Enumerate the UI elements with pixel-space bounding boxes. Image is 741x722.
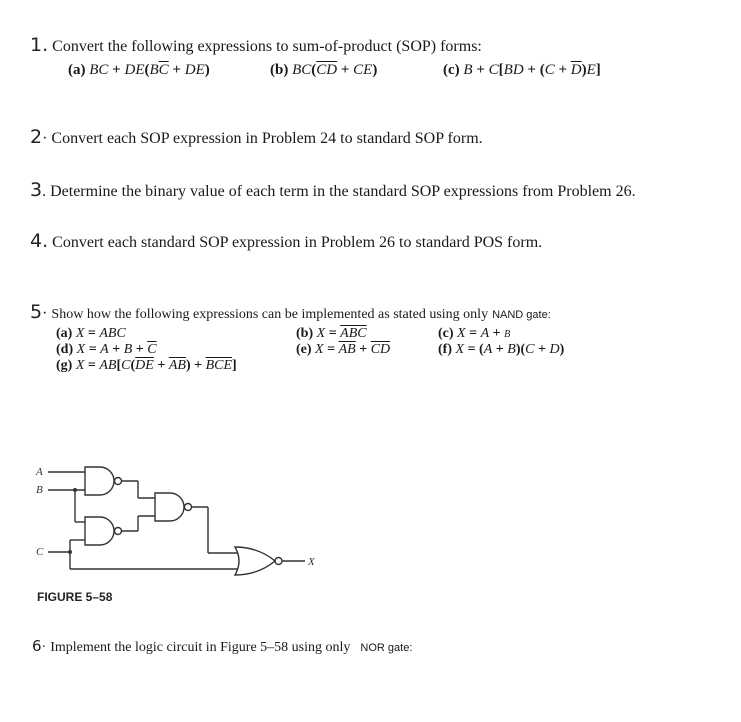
problem-1b: (b) $BC(\overline{CD} + CE)$ — [270, 62, 378, 78]
problem-text: Convert the following expressions to sum-of-product (SOP) forms: — [52, 38, 482, 55]
problem-text: Convert each SOP expression in Problem 24 to standard SOP form. — [51, 130, 483, 147]
problem-5b: (b) $X = \overline{ABC}$ — [296, 326, 367, 341]
problem-1 — [30, 34, 482, 56]
problem-3: 3. Determine the binary value of each term in the standard SOP expressions from Problem 26. — [30, 179, 636, 201]
part-label: (b) — [296, 326, 314, 341]
problem-text: Determine the binary value of each term in the standard SOP expressions from Problem 26. — [50, 183, 636, 200]
problem-5a: (a) X = ABC — [56, 326, 126, 341]
problem-text: Implement the logic circuit in Figure 5–58 using only — [50, 640, 351, 655]
problem-text: Show how the following expressions can be implemented as stated using only — [51, 307, 489, 322]
nor-gate — [235, 547, 275, 575]
input-label-b: B — [36, 484, 43, 496]
problem-number: 1. — [30, 34, 49, 56]
problem-5d: (d) $X = A + B + \overline{C}$ — [56, 342, 157, 357]
nand-gate-1 — [85, 467, 114, 495]
problem-number: 2 — [30, 126, 43, 148]
part-label: (c) — [443, 62, 460, 78]
problem-number: 6 — [32, 637, 42, 655]
part-label: (f) — [438, 342, 452, 357]
part-label: (b) — [270, 62, 289, 78]
part-label: (c) — [438, 326, 454, 341]
problem-number: 4. — [30, 230, 49, 252]
gate-type: NOR gate: — [360, 642, 413, 654]
problem-5g: (g) $X = AB[C(\overline{DE} + \overline{AB}) + \overline{BCE}]$ — [56, 358, 237, 373]
input-label-a: A — [36, 466, 43, 478]
input-label-c: C — [36, 546, 44, 558]
logic-circuit-figure — [30, 455, 330, 585]
part-label: (e) — [296, 342, 312, 357]
problem-5c: (c) X = A + B — [438, 326, 511, 341]
nand-gate-3 — [155, 493, 184, 521]
inversion-bubble — [115, 478, 122, 485]
problem-6: 6· Implement the logic circuit in Figure 5–58 using only NOR gate: — [32, 637, 413, 655]
part-label: (a) — [56, 326, 73, 341]
problem-number: 5 — [30, 301, 43, 323]
figure-caption: FIGURE 5–58 — [37, 590, 113, 604]
part-label: (a) — [68, 62, 86, 78]
output-label-x: X — [308, 556, 315, 568]
nand-gate-2 — [85, 517, 114, 545]
inversion-bubble — [185, 504, 192, 511]
problem-2: 2· Convert each SOP expression in Problem 24 to standard SOP form. — [30, 126, 483, 148]
part-label: (g) — [56, 358, 73, 373]
problem-text: Convert each standard SOP expression in Problem 26 to standard POS form. — [52, 234, 543, 251]
problem-5f: (f) X = (A + B)(C + D) — [438, 342, 565, 357]
inversion-bubble — [115, 528, 122, 535]
problem-4 — [30, 230, 542, 252]
gate-type: NAND gate: — [492, 309, 551, 321]
problem-1c: (c) $B + C[BD + (C + \overline{D})E]$ — [443, 62, 601, 78]
problem-5: 5· Show how the following expressions can be implemented as stated using only NAND gate: — [30, 301, 551, 323]
part-label: (d) — [56, 342, 74, 357]
problem-5e: (e) $X = \overline{AB} + \overline{CD}$ — [296, 342, 391, 357]
problem-number: 3 — [30, 179, 43, 201]
problem-1a: (a) BC + $DE(B\overline{C} + DE)$ — [68, 62, 210, 78]
